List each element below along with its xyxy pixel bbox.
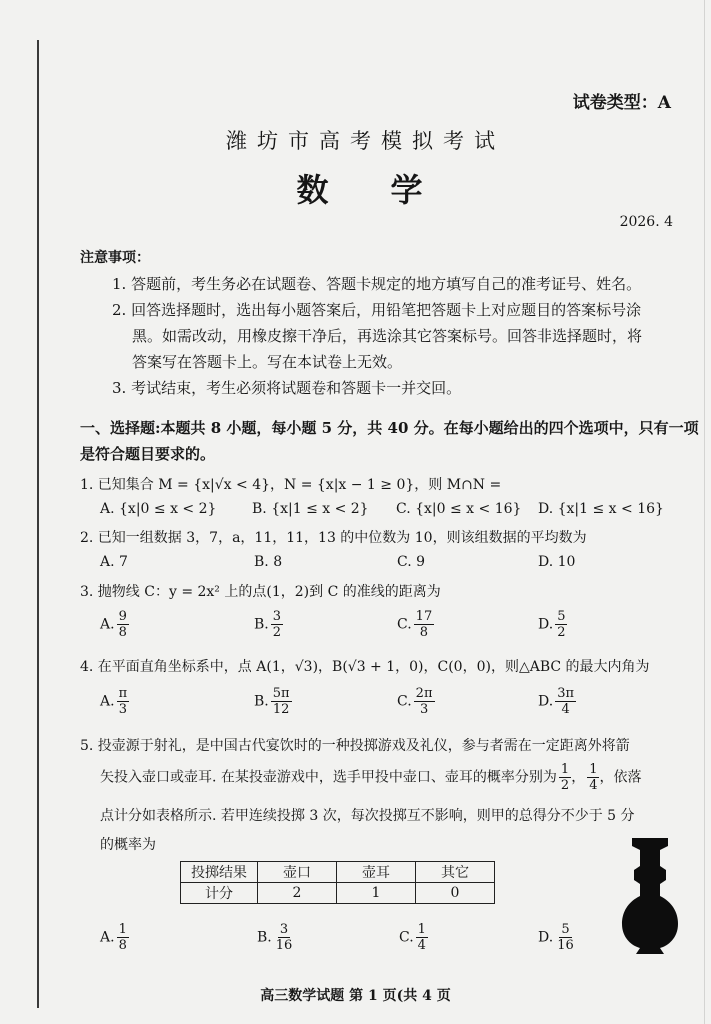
table-row [181,883,495,904]
table-header-cell: 其它 [416,862,495,883]
question-5-line: 矢投入壶口或壶耳. 在某投壶游戏中，选手甲投中壶口、壶耳的概率分别为 $\frac{1}{2}$ ， $\frac{1}{4}$ ，依落 [100,762,642,793]
q5-option-a: A. $\frac{1}{8}$ [100,922,127,953]
q3-option-b: B. $\frac{3}{2}$ [254,609,282,640]
table-cell: 1 [337,883,416,904]
notice-item: 黑。如需改动，用橡皮擦干净后，再选涂其它答案标号。回答非选择题时，将 [132,327,643,345]
notice-item: 2. 回答选择题时，选出每小题答案后，用铅笔把答题卡上对应题目的答案标号涂 [112,301,642,319]
subject-title: 数学 [296,171,485,209]
notice-item: 3. 考试结束，考生必须将试题卷和答题卡一并交回。 [112,379,462,397]
table-header-cell: 壶耳 [337,862,416,883]
table-cell: 0 [416,883,495,904]
notice-item: 答案写在答题卡上。写在本试卷上无效。 [132,353,403,371]
table-cell: 2 [258,883,337,904]
q2-option-a: A. 7 [100,554,128,570]
q1-option-b: B. {x|1 ≤ x < 2} [252,501,369,517]
q2-option-b: B. 8 [254,554,283,570]
notice-heading: 注意事项： [80,250,150,266]
question-3-stem: 3. 抛物线 C：y = 2x² 上的点(1，2)到 C 的准线的距离为 [80,584,441,600]
q5-option-b: B. $\frac{3}{16}$ [257,922,293,953]
q3-option-a: A. $\frac{9}{8}$ [100,609,127,640]
notice-item: 1. 答题前，考生务必在试题卷、答题卡规定的地方填写自己的准考证号、姓名。 [112,275,642,293]
question-1-stem: 1. 已知集合 M = {x|√x < 4}，N = {x|x − 1 ≥ 0}，则 M∩N = [80,477,502,493]
q4-option-c: C. $\frac{2\pi}{3}$ [397,686,433,717]
q2-option-d: D. 10 [538,554,576,570]
q4-option-b: B. $\frac{5\pi}{12}$ [254,686,290,717]
page-footer: 高三数学试题 第 1 页(共 4 页 [260,988,451,1004]
q5-option-c: C. $\frac{1}{4}$ [399,922,426,953]
q2-option-c: C. 9 [397,554,426,570]
section-heading: 一、选择题:本题共 8 小题，每小题 5 分，共 40 分。在每小题给出的四个选项中，只有一项 [80,419,699,437]
q1-option-c: C. {x|0 ≤ x < 16} [396,501,522,517]
section-heading: 是符合题目要求的。 [80,445,216,463]
exam-title: 潍坊市高考模拟考试 [226,129,505,153]
question-5-line: 点计分如表格所示. 若甲连续投掷 3 次，每次投掷互不影响，则甲的总得分不少于 5 分 [100,808,635,824]
question-5-line: 5. 投壶源于射礼，是中国古代宴饮时的一种投掷游戏及礼仪，参与者需在一定距离外将箭 [80,738,630,754]
q1-option-d: D. {x|1 ≤ x < 16} [538,501,664,517]
table-cell: 计分 [181,883,258,904]
question-2-stem: 2. 已知一组数据 3，7，a，11，11，13 的中位数为 10，则该组数据的平均数为 [80,530,587,546]
score-table [180,861,495,904]
q3-option-d: D. $\frac{5}{2}$ [538,609,566,640]
q4-option-d: D. $\frac{3\pi}{4}$ [538,686,575,717]
q3-option-c: C. $\frac{17}{8}$ [397,609,433,640]
q4-option-a: A. $\frac{\pi}{3}$ [100,686,128,717]
question-5-line: 的概率为 [100,837,156,853]
q1-option-a: A. {x|0 ≤ x < 2} [100,501,217,517]
q5-option-d: D. $\frac{5}{16}$ [538,922,574,953]
table-row [181,862,495,883]
table-header-cell: 壶口 [258,862,337,883]
touhu-pot-illustration [620,836,680,958]
exam-date: 2026. 4 [619,214,673,230]
question-4-stem: 4. 在平面直角坐标系中，点 A(1，√3)，B(√3 + 1，0)，C(0，0)，则△ABC 的最大内角为 [80,659,650,675]
table-header-cell: 投掷结果 [181,862,258,883]
exam-type: 试卷类型：A [572,93,671,113]
